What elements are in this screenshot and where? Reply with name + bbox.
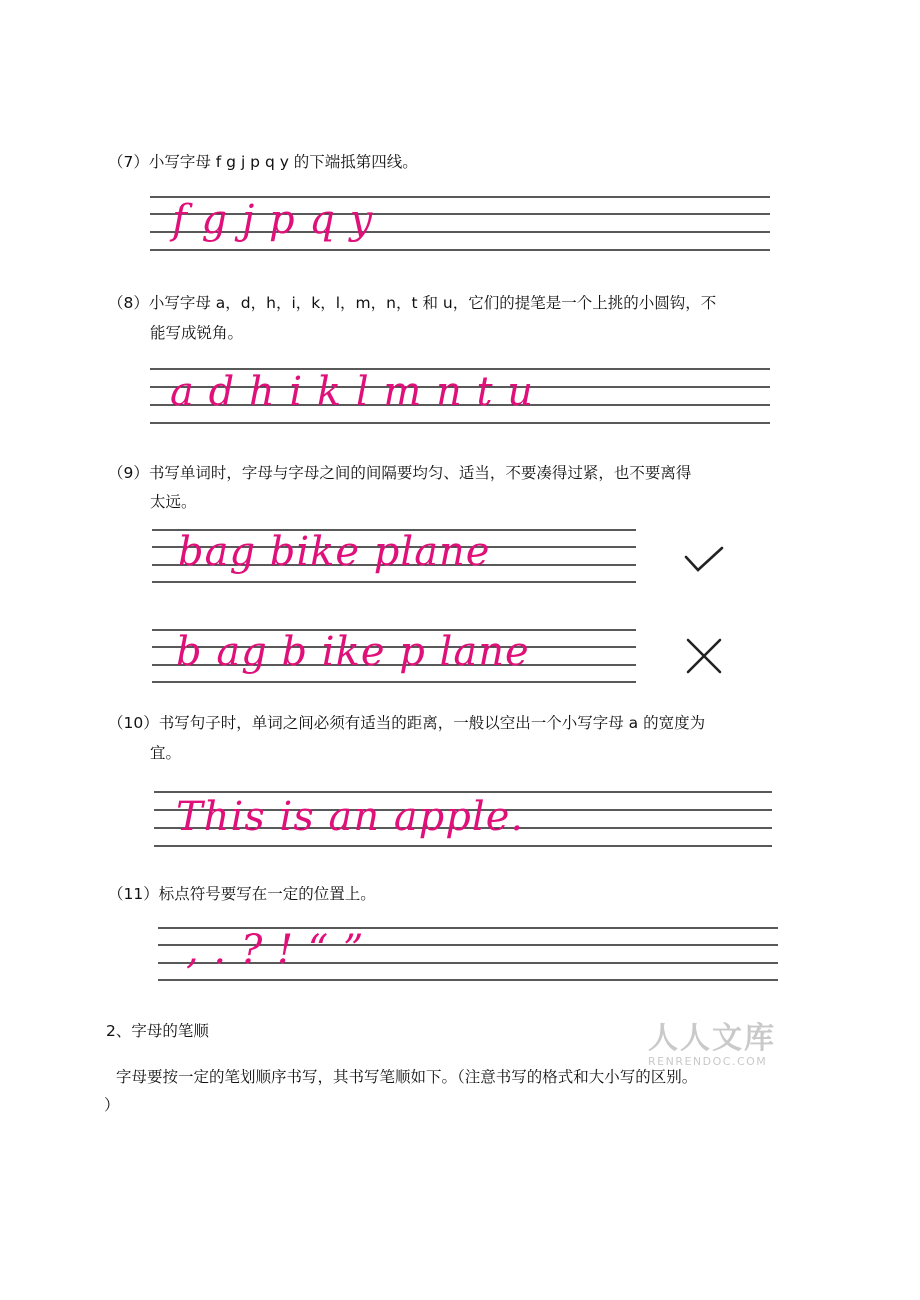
body-text-line2: ） xyxy=(104,1096,120,1114)
writing-staff-9-correct xyxy=(152,528,636,588)
writing-staff-8 xyxy=(150,367,770,429)
check-mark-icon xyxy=(684,545,724,575)
handwriting-sample-7: f g j p q y xyxy=(172,197,374,243)
instruction-10-line2: 宜。 xyxy=(150,744,182,762)
writing-staff-7 xyxy=(150,195,770,257)
writing-staff-11 xyxy=(158,926,778,986)
instruction-10-line1: （10）书写句子时，单词之间必须有适当的距离，一般以空出一个小写字母 a 的宽度为 xyxy=(108,714,706,732)
instruction-9-line2: 太远。 xyxy=(150,493,197,511)
watermark-logo: 人人文库 RENRENDOC.COM xyxy=(648,1021,776,1068)
body-text-line1: 字母要按一定的笔划顺序书写，其书写笔顺如下。（注意书写的格式和大小写的区别。 xyxy=(116,1068,698,1086)
section-heading: 2、字母的笔顺 xyxy=(106,1022,209,1040)
cross-mark-icon xyxy=(686,638,722,674)
instruction-8-line1: （8）小写字母 a，d，h，i，k，l，m，n，t 和 u，它们的提笔是一个上挑的小圆钩，不 xyxy=(108,294,717,312)
handwriting-sample-10: This is an apple. xyxy=(176,794,525,840)
handwriting-sample-8: a d h i k l m n t u xyxy=(170,369,534,415)
handwriting-sample-9-correct: bag bike plane xyxy=(178,529,491,575)
instruction-7: （7）小写字母 f g j p q y 的下端抵第四线。 xyxy=(108,153,418,171)
instruction-11: （11）标点符号要写在一定的位置上。 xyxy=(108,885,376,903)
handwriting-sample-11: , . ? ! “ ” xyxy=(186,927,365,973)
instruction-9-line1: （9）书写单词时，字母与字母之间的间隔要均匀、适当，不要凑得过紧，也不要离得 xyxy=(108,464,692,482)
writing-staff-10 xyxy=(154,790,772,852)
instruction-8-line2: 能写成锐角。 xyxy=(150,324,244,342)
writing-staff-9-wrong xyxy=(152,628,636,688)
handwriting-sample-9-wrong: b ag b ike p lane xyxy=(176,629,530,675)
